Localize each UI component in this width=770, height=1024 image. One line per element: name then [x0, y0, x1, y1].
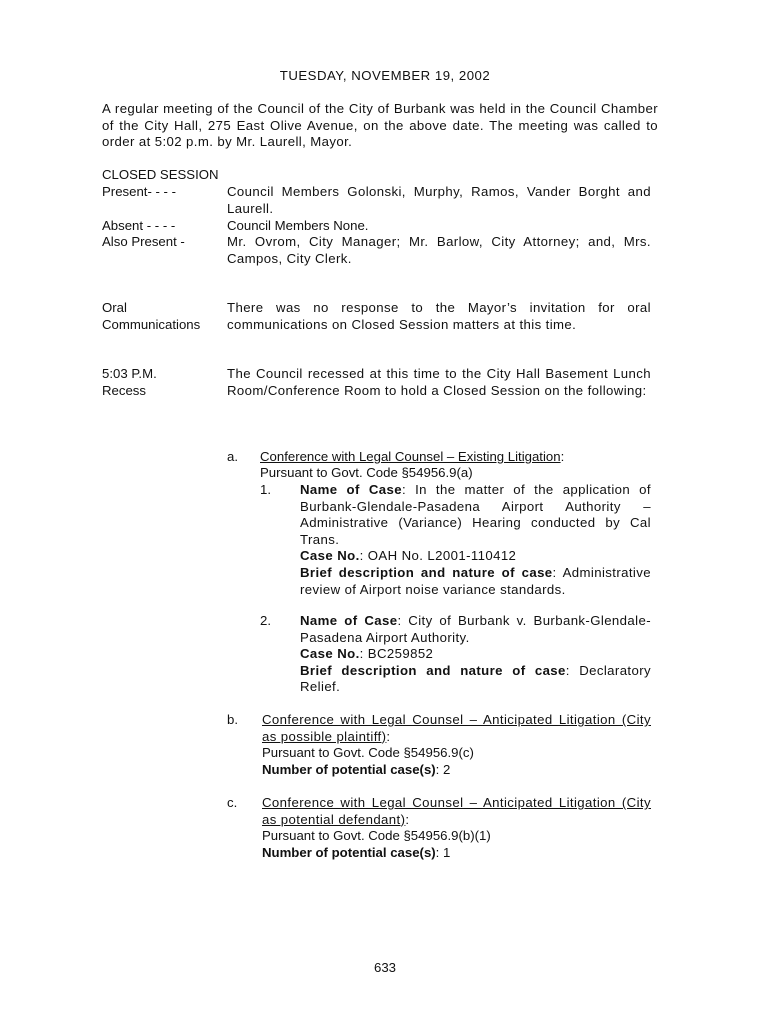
case1-caseno-text: : OAH No. L2001-110412: [359, 548, 517, 564]
absent-label: Absent - - - -: [102, 218, 176, 233]
item-b-heading-text: Conference with Legal Counsel – Anticipated Litigation (City as possible plaintiff): [262, 712, 651, 744]
case2-caseno-label: Case No.: [300, 646, 360, 662]
item-a-heading-suffix: :: [560, 449, 565, 464]
intro-paragraph: A regular meeting of the Council of the City of Burbank was held in the Council Chamber of the City Hall, 275 East Olive Avenue, on the above date. The meeting was called to order at 5:02 p.m. by Mr. Laurell, Mayor.: [102, 101, 658, 150]
case2-caseno: [300, 646, 651, 663]
case1-name: [300, 482, 651, 548]
page-number: 633: [373, 960, 396, 975]
item-b-count: [262, 762, 450, 779]
case2-name-text: : City of Burbank v. Burbank-Glendale-Pasadena Airport Authority.: [300, 613, 651, 645]
item-a-heading-text: Conference with Legal Counsel – Existing Litigation: [260, 449, 561, 464]
item-c-code: Pursuant to Govt. Code §54956.9(b)(1): [262, 828, 491, 843]
item-c-count-text: : 1: [435, 845, 451, 860]
case1-name-label: Name of Case: [300, 482, 402, 497]
case1-brief-label: Brief description and nature of case: [300, 564, 553, 580]
recess-label: Recess: [102, 383, 146, 398]
item-c-heading: [262, 795, 651, 828]
case1-details: [300, 482, 651, 598]
item-b-heading: [262, 712, 651, 745]
absent-text: Council Members None.: [227, 218, 369, 233]
item-a-code: Pursuant to Govt. Code §54956.9(a): [260, 465, 473, 480]
present-text: Council Members Golonski, Murphy, Ramos, Vander Borght and Laurell.: [227, 184, 651, 216]
case2-brief-label: Brief description and nature of case: [300, 662, 566, 678]
case2-name-label: Name of Case: [300, 613, 398, 628]
item-b-code: Pursuant to Govt. Code §54956.9(c): [262, 745, 474, 760]
case2-brief: [300, 663, 651, 696]
item-b-letter: b.: [227, 712, 238, 727]
case2-details: [300, 613, 651, 696]
recess-text: The Council recessed at this time to the City Hall Basement Lunch Room/Conference Room to hold a Closed Session on the following:: [227, 366, 651, 398]
oral-label-line2: Communications: [102, 317, 201, 332]
meeting-date-heading: TUESDAY, NOVEMBER 19, 2002: [279, 68, 491, 83]
item-c-heading-suffix: :: [405, 811, 410, 827]
case2-number: 2.: [260, 613, 271, 628]
item-a-letter: a.: [227, 449, 238, 464]
also-present-label: Also Present -: [102, 234, 185, 249]
case1-brief: [300, 565, 651, 598]
oral-label-line1: Oral: [102, 300, 127, 315]
item-a-heading: [260, 449, 564, 466]
item-c-letter: c.: [227, 795, 238, 810]
case1-number: 1.: [260, 482, 271, 497]
item-b-count-text: : 2: [435, 762, 451, 777]
recess-time: 5:03 P.M.: [102, 366, 157, 381]
item-c-count-label: Number of potential case(s): [262, 845, 436, 860]
oral-text: There was no response to the Mayor’s invitation for oral communications on Closed Session matters at this time.: [227, 300, 651, 332]
item-b-count-label: Number of potential case(s): [262, 762, 436, 777]
case1-caseno-label: Case No.: [300, 548, 360, 564]
case2-brief-text: : Declaratory Relief.: [300, 662, 652, 695]
case1-name-text: : In the matter of the application of Burbank-Glendale-Pasadena Airport Authority – Administrative (Variance) Hearing conducted by Cal Trans.: [300, 482, 651, 547]
item-c-count: [262, 845, 450, 862]
also-present-text: Mr. Ovrom, City Manager; Mr. Barlow, City Attorney; and, Mrs. Campos, City Clerk.: [227, 234, 651, 266]
item-b-heading-suffix: :: [386, 728, 391, 744]
case2-name: [300, 613, 651, 646]
case1-caseno: [300, 548, 651, 565]
present-label: Present- - - -: [102, 184, 177, 199]
case2-caseno-text: : BC259852: [359, 646, 434, 662]
item-c-heading-text: Conference with Legal Counsel – Anticipated Litigation (City as potential defendant): [262, 795, 651, 827]
closed-session-title: CLOSED SESSION: [102, 167, 219, 182]
case1-brief-text: : Administrative review of Airport noise variance standards.: [300, 564, 651, 597]
